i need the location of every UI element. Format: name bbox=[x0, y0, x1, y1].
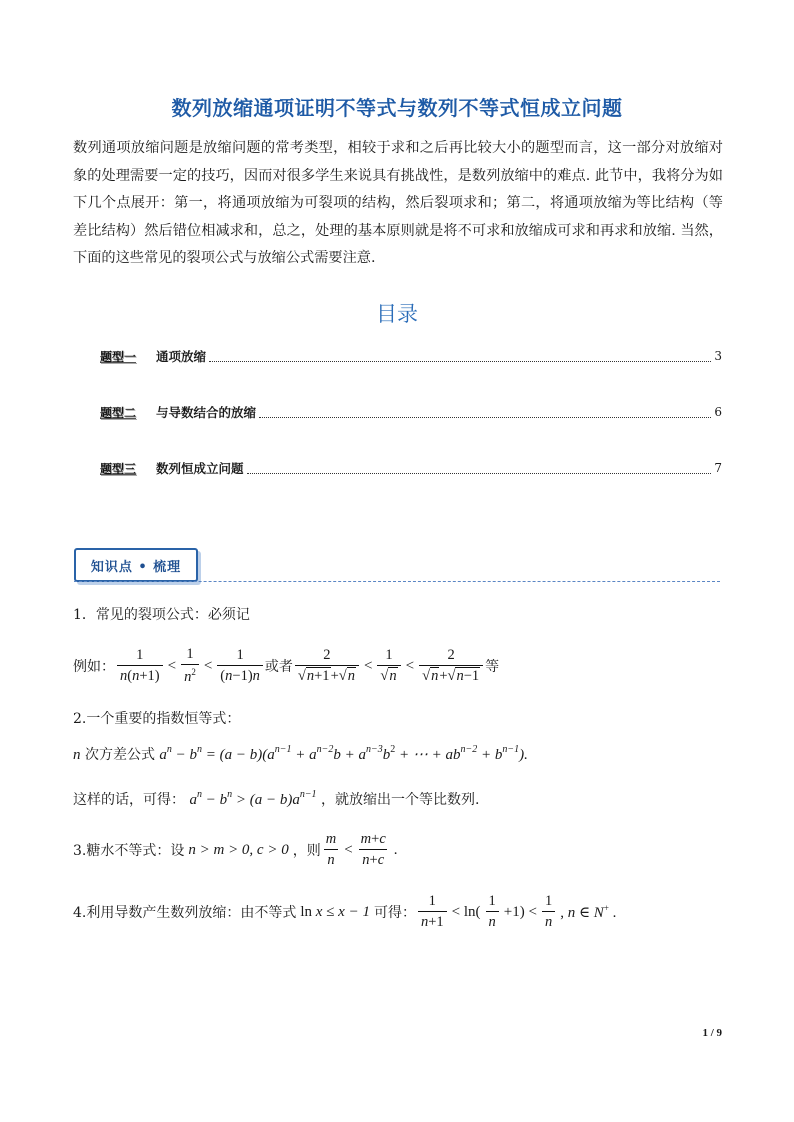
toc-label: 数列恒成立问题 bbox=[156, 461, 244, 476]
fraction: $\frac{2}{√n+√n-1}$ bbox=[419, 647, 483, 685]
formula-split-terms: 例如： $\frac{1}{n(n+1)}$ < $\frac{1}{n^2}$ < $\frac{1}{(n-1)n}$ 或者 $\frac{2}{√n+1+√n}$ < $\frac{1}{√n}$ < $\frac{2}{√n+√n-1}$ 等 bbox=[73, 646, 500, 685]
or-text: 或者 bbox=[264, 659, 293, 675]
toc-tag: 题型二 bbox=[100, 405, 137, 420]
fraction: $\frac{1}{n(n+1)}$ bbox=[117, 647, 163, 685]
fraction: $\frac{1}{n}$ bbox=[486, 893, 499, 931]
toc-leader-dots bbox=[209, 351, 711, 362]
item-4-mid: 可得： bbox=[373, 905, 416, 921]
item-4-prefix: 4.利用导数产生数列放缩：由不等式 bbox=[73, 905, 297, 921]
fraction: $\frac{2}{√n+1+√n}$ bbox=[295, 647, 359, 685]
toc-leader-dots bbox=[259, 407, 711, 418]
fraction: $\frac{m}{n}$ bbox=[325, 831, 337, 868]
fraction: $\frac{1}{n+1}$ bbox=[418, 893, 447, 931]
toc-page-number: 7 bbox=[714, 461, 722, 475]
toc-title: 目录 bbox=[376, 302, 418, 326]
item-2-heading: 2.一个重要的指数恒等式： bbox=[73, 711, 241, 727]
toc-leader-dots bbox=[247, 463, 712, 474]
formula-sugar-water: 3.糖水不等式：设 n > m > 0, c > 0 ，则 $\frac{m}{n}$ < $\frac{m+c}{n+c}$ . bbox=[73, 831, 398, 868]
fraction: $\frac{1}{(n-1)n}$ bbox=[217, 647, 263, 685]
nth-prefix: 次方差公式 bbox=[84, 747, 155, 763]
document-title: 数列放缩通项证明不等式与数列不等式恒成立问题 bbox=[171, 96, 623, 120]
intro-paragraph: 数列通项放缩问题是放缩问题的常考类型，相较于求和之后再比较大小的题型而言，这一部分对放缩对象的处理需要一定的技巧，因而对很多学生来说具有挑战性，是数列放缩中的难点. 此节中，我将分为如下几个点展开：第一，将通项放缩为可裂项的结构，然后裂项求和；第二，将通项放缩为等比结构（等差比结构）然后错位相减求和，总之，处理的基本原则就是将不可求和放缩成可求和再求和放缩. 当然，下面的这些常见的裂项公式与放缩公式需要注意. bbox=[73, 140, 723, 266]
toc-tag: 题型三 bbox=[100, 461, 137, 476]
toc-label: 通项放缩 bbox=[156, 349, 207, 364]
item-3-prefix: 3.糖水不等式：设 bbox=[73, 843, 185, 859]
then-prefix: 这样的话，可得： bbox=[73, 792, 185, 808]
formula-log-bound: 4.利用导数产生数列放缩：由不等式 ln x ≤ x − 1 可得： $\frac{1}{n+1}$ < ln( $\frac{1}{n}$ +1) < $\frac{1}{n}$ , n ∈ N+ . bbox=[73, 893, 617, 930]
fraction: $\frac{1}{n}$ bbox=[542, 893, 555, 931]
toc-label: 与导数结合的放缩 bbox=[156, 405, 257, 420]
formula-power-difference: n 次方差公式 $a^n - b^n = (a - b)(a^{n-1} + a^{n-2}b + a^{n-3}b^2$ + ⋯ + $ab^{n-2} + b^{n-1}$). bbox=[73, 744, 528, 763]
item-1-heading: 1．常见的裂项公式：必须记 bbox=[73, 607, 250, 623]
fraction: $\frac{m+c}{n+c}$ bbox=[360, 831, 386, 868]
toc-page-number: 3 bbox=[714, 349, 722, 363]
toc-tag: 题型一 bbox=[100, 349, 137, 364]
toc-entry[interactable] bbox=[100, 346, 722, 366]
then-suffix: ，就放缩出一个等比数列. bbox=[321, 792, 480, 808]
section-badge: 知识点 • 梳理 bbox=[74, 548, 198, 582]
toc-entry[interactable] bbox=[100, 402, 722, 422]
formula-geometric-bound: 这样的话，可得： $a^n - b^n > (a - b)a^{n-1}$ ，就放缩出一个等比数列. bbox=[73, 789, 480, 808]
tail-text: 等 bbox=[485, 659, 500, 675]
fraction: $\frac{1}{n^2}$ bbox=[181, 646, 199, 686]
section-divider bbox=[74, 581, 720, 582]
toc-entry[interactable] bbox=[100, 458, 722, 478]
fraction: $\frac{1}{√n}$ bbox=[377, 647, 400, 685]
example-prefix: 例如： bbox=[73, 659, 115, 675]
toc-page-number: 6 bbox=[714, 405, 722, 419]
item-3-mid: ，则 bbox=[292, 843, 321, 859]
page-number: 1 / 9 bbox=[702, 1027, 722, 1039]
